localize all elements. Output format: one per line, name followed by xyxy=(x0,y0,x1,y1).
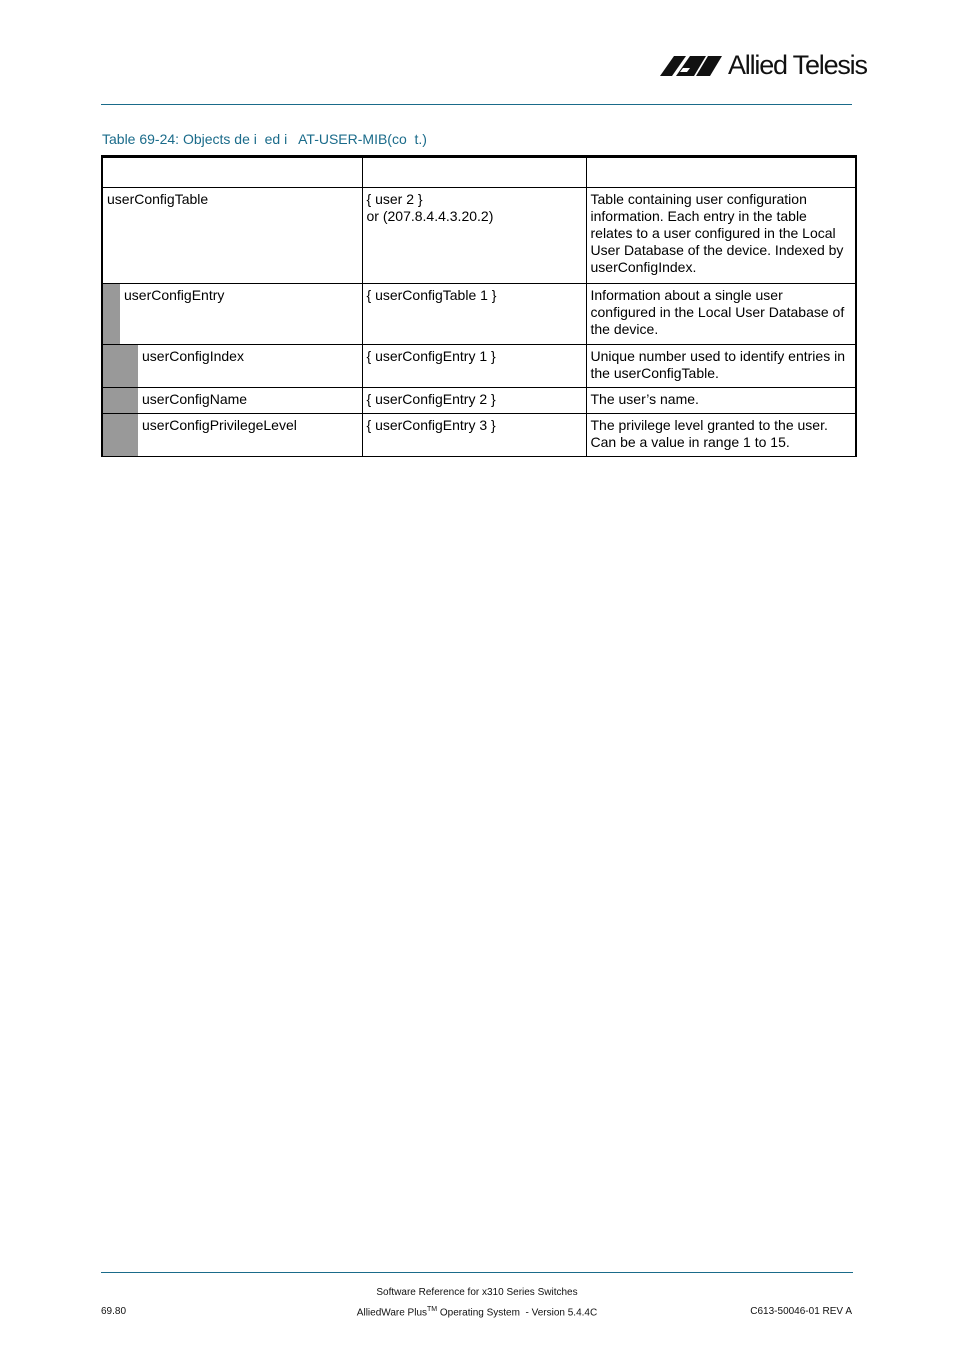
object-name-cell xyxy=(102,388,362,414)
description-cell xyxy=(586,388,856,414)
oid-line: { user 2 } xyxy=(366,191,423,207)
description-cell xyxy=(586,345,856,388)
header-cell-object xyxy=(102,157,362,188)
indent-bar xyxy=(103,414,138,456)
product-version: Operating System - Version 5.4.4C xyxy=(437,1307,598,1319)
footer-title: Software Reference for x310 Series Switches xyxy=(376,1287,578,1298)
oid-cell xyxy=(362,388,586,414)
oid-cell xyxy=(362,284,586,345)
object-description: Information about a single user configured in the Local User Database of the device. xyxy=(590,287,845,337)
objects-table xyxy=(101,155,857,457)
table-row xyxy=(102,284,856,345)
indent-bar xyxy=(103,388,138,413)
oid-cell xyxy=(362,414,586,457)
brand-name: Allied Telesis xyxy=(728,50,867,80)
oid-line: { userConfigEntry 3 } xyxy=(366,417,496,433)
table-header-row xyxy=(102,157,856,188)
object-name: userConfigTable xyxy=(107,191,209,207)
description-cell xyxy=(586,284,856,345)
table-row xyxy=(102,414,856,457)
object-description: The privilege level granted to the user. Can be a value in range 1 to 15. xyxy=(590,417,828,450)
document-code: C613-50046-01 REV A xyxy=(750,1306,852,1317)
object-name-cell xyxy=(102,345,362,388)
logo-mark-icon xyxy=(660,54,724,76)
object-name-cell xyxy=(102,188,362,284)
object-name: userConfigEntry xyxy=(124,287,225,303)
table-row xyxy=(102,388,856,414)
table-row xyxy=(102,188,856,284)
oid-line: { userConfigTable 1 } xyxy=(366,287,497,303)
oid-cell xyxy=(362,188,586,284)
object-name-cell xyxy=(102,284,362,345)
object-description: Table containing user configuration information. Each entry in the table relates to a user configured in the Local User Database of the device. Indexed by userConfigIndex. xyxy=(590,191,844,275)
object-name: userConfigPrivilegeLevel xyxy=(142,417,297,433)
header-cell-oid xyxy=(362,157,586,188)
trademark-mark: TM xyxy=(427,1306,438,1313)
header-cell-description xyxy=(586,157,856,188)
header-rule xyxy=(101,104,852,105)
allied-telesis-logo xyxy=(660,50,867,80)
description-cell xyxy=(586,414,856,457)
oid-line: { userConfigEntry 1 } xyxy=(366,348,496,364)
object-name-cell xyxy=(102,414,362,457)
oid-line: or (207.8.4.4.3.20.2) xyxy=(366,208,494,224)
footer-rule xyxy=(101,1272,853,1273)
indent-bar xyxy=(103,284,120,344)
object-description: Unique number used to identify entries in the userConfigTable. xyxy=(590,348,845,381)
object-name: userConfigName xyxy=(142,391,248,407)
table-caption: Table 69-24: Objects de i ed i AT-USER-MIB(co t.) xyxy=(102,131,427,147)
indent-bar xyxy=(103,345,138,387)
oid-line: { userConfigEntry 2 } xyxy=(366,391,496,407)
object-description: The user’s name. xyxy=(590,391,699,407)
page-number: 69.80 xyxy=(101,1306,127,1317)
description-cell xyxy=(586,188,856,284)
oid-cell xyxy=(362,345,586,388)
object-name: userConfigIndex xyxy=(142,348,244,364)
product-name: AlliedWare Plus xyxy=(356,1307,428,1319)
table-row xyxy=(102,345,856,388)
